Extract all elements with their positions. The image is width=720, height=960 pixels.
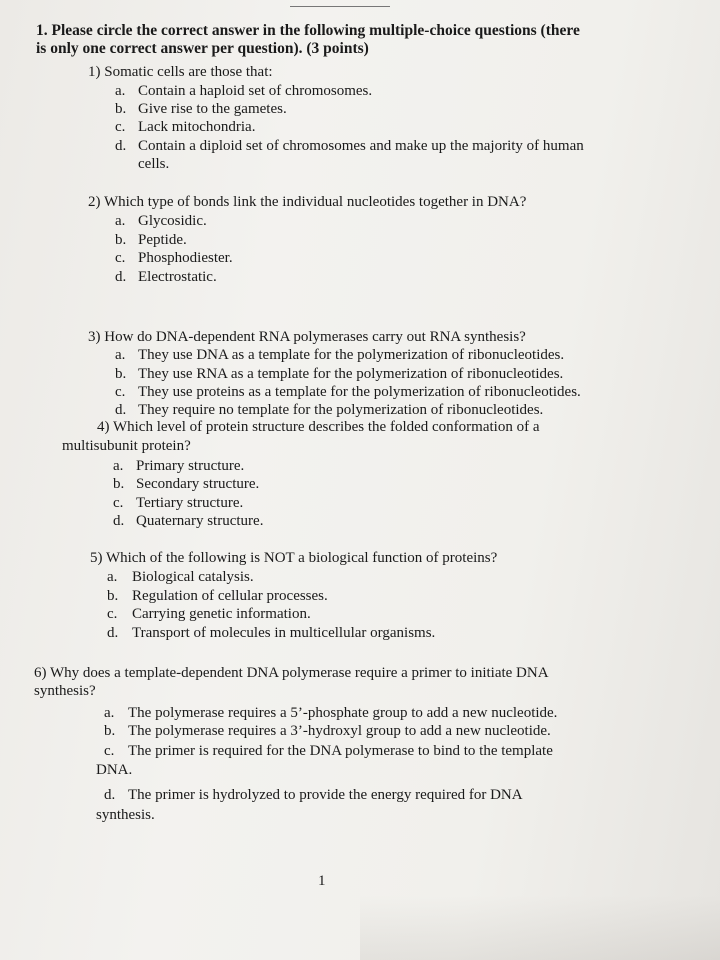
option-3-c-text: They use proteins as a template for the polymerization of ribonucleotides.: [138, 384, 581, 400]
option-6-b-text: The polymerase requires a 3’-hydroxyl group to add a new nucleotide.: [128, 723, 551, 739]
option-6-c-text-cont: DNA.: [96, 762, 133, 778]
option-5-b-letter: b.: [107, 588, 119, 604]
option-5-a-text: Biological catalysis.: [132, 569, 254, 585]
option-1-d-text: Contain a diploid set of chromosomes and make up the majority of human: [138, 138, 584, 154]
option-5-d-text: Transport of molecules in multicellular organisms.: [132, 625, 436, 641]
option-2-d-letter: d.: [115, 269, 127, 285]
option-1-b-letter: b.: [115, 101, 127, 117]
option-3-b-text: They use RNA as a template for the polymerization of ribonucleotides.: [138, 366, 564, 382]
option-4-d-text: Quaternary structure.: [136, 513, 264, 529]
heading-line-2: is only one correct answer per question). (3 points): [36, 40, 369, 57]
option-1-d-letter: d.: [115, 138, 127, 154]
option-2-c-letter: c.: [115, 250, 126, 266]
option-1-d-text-cont: cells.: [138, 156, 170, 172]
question-2-stem-line-1: 2) Which type of bonds link the individual nucleotides together in DNA?: [88, 194, 527, 210]
option-4-a-letter: a.: [113, 458, 124, 474]
option-5-c-text: Carrying genetic information.: [132, 606, 311, 622]
option-5-d-letter: d.: [107, 625, 119, 641]
option-1-b-text: Give rise to the gametes.: [138, 101, 287, 117]
option-4-d-letter: d.: [113, 513, 125, 529]
question-6-stem-line-1: 6) Why does a template-dependent DNA polymerase require a primer to initiate DNA: [34, 665, 549, 681]
option-2-b-letter: b.: [115, 232, 127, 248]
question-1-stem-line-1: 1) Somatic cells are those that:: [88, 64, 273, 80]
option-3-d-text: They require no template for the polymerization of ribonucleotides.: [138, 402, 544, 418]
option-6-c-text: The primer is required for the DNA polymerase to bind to the template: [128, 743, 553, 759]
option-4-b-text: Secondary structure.: [136, 476, 260, 492]
option-4-c-letter: c.: [113, 495, 124, 511]
option-6-b-letter: b.: [104, 723, 116, 739]
option-2-a-text: Glycosidic.: [138, 213, 207, 229]
option-4-c-text: Tertiary structure.: [136, 495, 244, 511]
option-3-b-letter: b.: [115, 366, 127, 382]
option-1-a-text: Contain a haploid set of chromosomes.: [138, 83, 373, 99]
question-4-stem-line-1: 4) Which level of protein structure describes the folded conformation of a: [97, 419, 540, 435]
option-6-a-letter: a.: [104, 705, 115, 721]
option-1-c-text: Lack mitochondria.: [138, 119, 256, 135]
question-5-stem-line-1: 5) Which of the following is NOT a biological function of proteins?: [90, 550, 498, 566]
option-6-c-letter: c.: [104, 743, 115, 759]
option-5-b-text: Regulation of cellular processes.: [132, 588, 328, 604]
option-5-c-letter: c.: [107, 606, 118, 622]
option-2-d-text: Electrostatic.: [138, 269, 217, 285]
question-4-stem-line-2: multisubunit protein?: [62, 438, 191, 454]
shadow-smudge: [360, 895, 720, 960]
option-6-a-text: The polymerase requires a 5’-phosphate group to add a new nucleotide.: [128, 705, 558, 721]
option-5-a-letter: a.: [107, 569, 118, 585]
heading-line-1: 1. Please circle the correct answer in the following multiple-choice questions (there: [36, 22, 580, 39]
option-3-a-letter: a.: [115, 347, 126, 363]
option-6-d-letter: d.: [104, 787, 116, 803]
option-6-d-text: The primer is hydrolyzed to provide the energy required for DNA: [128, 787, 523, 803]
option-6-d-text-cont: synthesis.: [96, 807, 155, 823]
option-2-c-text: Phosphodiester.: [138, 250, 233, 266]
option-1-c-letter: c.: [115, 119, 126, 135]
option-3-d-letter: d.: [115, 402, 127, 418]
option-3-c-letter: c.: [115, 384, 126, 400]
option-2-a-letter: a.: [115, 213, 126, 229]
option-1-a-letter: a.: [115, 83, 126, 99]
option-2-b-text: Peptide.: [138, 232, 187, 248]
page-number: 1: [318, 873, 326, 889]
option-4-a-text: Primary structure.: [136, 458, 245, 474]
option-4-b-letter: b.: [113, 476, 125, 492]
option-3-a-text: They use DNA as a template for the polymerization of ribonucleotides.: [138, 347, 565, 363]
question-6-stem-line-2: synthesis?: [34, 683, 96, 699]
question-3-stem-line-1: 3) How do DNA-dependent RNA polymerases carry out RNA synthesis?: [88, 329, 526, 345]
